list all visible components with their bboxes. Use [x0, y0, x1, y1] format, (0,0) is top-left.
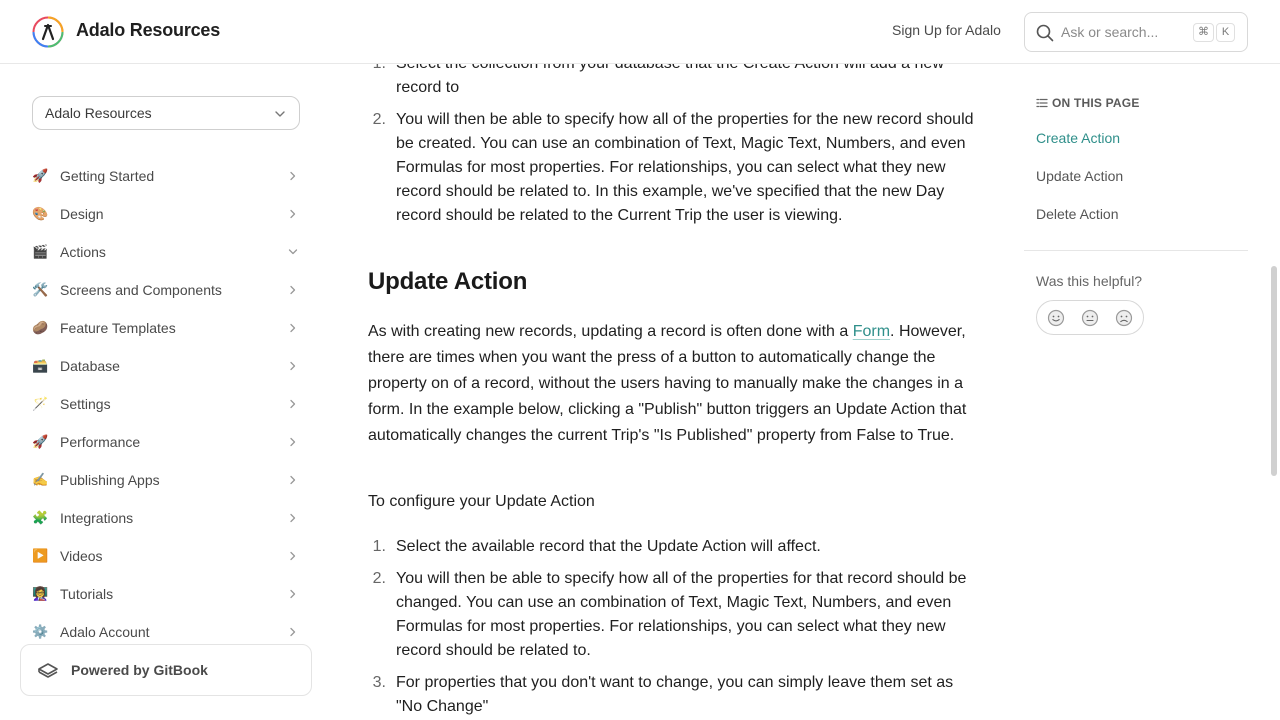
sidebar-item-screens-and-components[interactable] [32, 272, 300, 310]
list-item [368, 108, 978, 228]
sidebar-item-label: Database [60, 358, 120, 374]
page-scrollbar-thumb[interactable] [1271, 266, 1277, 476]
gitbook-logo-icon [37, 661, 59, 681]
powered-by-gitbook-button[interactable] [20, 644, 312, 696]
sidebar-item-design[interactable] [32, 196, 300, 234]
sidebar-item-tutorials[interactable] [32, 576, 300, 614]
search-input[interactable] [1024, 12, 1248, 52]
sad-face-icon[interactable] [1115, 309, 1133, 327]
toc-heading-label: ON THIS PAGE [1052, 96, 1140, 110]
sidebar-item-settings[interactable] [32, 386, 300, 424]
form-link[interactable]: Form [852, 323, 891, 340]
sidebar-item-performance[interactable] [32, 424, 300, 462]
sidebar-nav [32, 158, 300, 652]
powered-by-label: Powered by GitBook [71, 662, 208, 678]
chevron-right-icon [287, 322, 299, 334]
sidebar-item-label: Videos [60, 548, 103, 564]
search-placeholder: Ask or search... [1061, 24, 1159, 40]
chevron-right-icon [287, 436, 299, 448]
sidebar-item-getting-started[interactable] [32, 158, 300, 196]
list-item-number: 3. [372, 674, 386, 691]
list-item-number: 1. [372, 538, 386, 555]
create-action-steps [368, 52, 978, 236]
shortcut-cmd-key: ⌘ [1193, 23, 1214, 42]
list-item-text: For properties that you don't want to change, you can simply leave them set as "No Change" [396, 674, 954, 715]
list-item [368, 671, 978, 719]
sidebar-item-label: Performance [60, 434, 141, 450]
card-file-box-icon: 🗃️ [32, 358, 49, 373]
list-item-text: You will then be able to specify how all of the properties for the new record should be created. You can use an combination of Text, Magic Text, Numbers, and even Formulas for most properties. For relationships, you can select what they new record should be related to. In this example, we've specified that the new Day record should be related to the Current Trip the user is viewing. [396, 111, 974, 224]
chevron-right-icon [287, 626, 299, 638]
update-action-steps [368, 535, 978, 720]
toc-item-update-action[interactable]: Update Action [1036, 168, 1124, 184]
rocket-icon: 🚀 [32, 168, 49, 183]
sidebar-item-feature-templates[interactable] [32, 310, 300, 348]
sidebar-item-label: Getting Started [60, 168, 155, 184]
gear-icon: ⚙️ [32, 624, 49, 639]
magic-wand-icon: 🪄 [32, 396, 49, 411]
list-icon [1036, 97, 1048, 109]
clapperboard-icon: 🎬 [32, 244, 49, 259]
writing-hand-icon: ✍️ [32, 472, 49, 487]
chevron-right-icon [287, 588, 299, 600]
neutral-face-icon[interactable] [1081, 309, 1099, 327]
top-header [0, 0, 1280, 64]
list-item-text: You will then be able to specify how all of the properties for that record should be changed. You can use an combination of Text, Magic Text, Numbers, and even Formulas for most properties. For relationships, you can select what they new record should be related to. [396, 570, 967, 659]
chevron-down-icon [273, 107, 287, 121]
chevron-down-icon [287, 246, 299, 258]
rocket-icon: 🚀 [32, 434, 49, 449]
sidebar-item-database[interactable] [32, 348, 300, 386]
list-item-text: record to [396, 79, 460, 96]
space-selector[interactable] [32, 96, 300, 130]
list-item-number: 2. [372, 111, 386, 128]
chevron-right-icon [287, 550, 299, 562]
sidebar-item-label: Settings [60, 396, 111, 412]
sidebar-item-actions[interactable] [32, 234, 300, 272]
toc-item-create-action[interactable]: Create Action [1036, 130, 1121, 146]
search-icon [1035, 23, 1055, 43]
list-item-text: Select the available record that the Update Action will affect. [396, 538, 821, 555]
chevron-right-icon [287, 512, 299, 524]
happy-face-icon[interactable] [1047, 309, 1065, 327]
sidebar-item-integrations[interactable] [32, 500, 300, 538]
sidebar-item-label: Tutorials [60, 586, 114, 602]
chevron-right-icon [287, 170, 299, 182]
chevron-right-icon [287, 398, 299, 410]
adalo-logo-icon[interactable] [32, 16, 64, 48]
update-action-intro [368, 319, 978, 449]
chevron-right-icon [287, 474, 299, 486]
play-button-icon: ▶️ [32, 548, 49, 563]
shortcut-k-key: K [1216, 23, 1235, 42]
sidebar-item-label: Actions [60, 244, 106, 260]
chevron-right-icon [287, 360, 299, 372]
tools-icon: 🛠️ [32, 282, 49, 297]
sidebar-item-label: Integrations [60, 510, 134, 526]
helpful-question: Was this helpful? [1036, 273, 1143, 289]
sidebar-item-videos[interactable] [32, 538, 300, 576]
palette-icon: 🎨 [32, 206, 49, 221]
sidebar-item-label: Feature Templates [60, 320, 176, 336]
intro-text-before-link: As with creating new records, updating a record is often done with a [368, 323, 853, 340]
chevron-right-icon [287, 284, 299, 296]
sidebar-item-label: Publishing Apps [60, 472, 160, 488]
list-item-number: 2. [372, 570, 386, 587]
potato-icon: 🥔 [32, 320, 49, 335]
toc-item-delete-action[interactable]: Delete Action [1036, 206, 1119, 222]
list-item [368, 535, 978, 559]
feedback-rating [1036, 300, 1144, 335]
list-item [368, 567, 978, 663]
configure-update-label: To configure your Update Action [368, 493, 595, 510]
sidebar-item-label: Adalo Account [60, 624, 150, 640]
space-selector-label: Adalo Resources [45, 105, 152, 121]
puzzle-piece-icon: 🧩 [32, 510, 49, 525]
teacher-icon: 👩‍🏫 [32, 586, 49, 601]
sidebar-item-publishing-apps[interactable] [32, 462, 300, 500]
signup-link[interactable]: Sign Up for Adalo [892, 22, 1001, 38]
sidebar-item-label: Design [60, 206, 104, 222]
site-title[interactable]: Adalo Resources [76, 20, 221, 40]
intro-text-after-link: . However, there are times when you want the press of a button to automatically change the property on of a record, without the users having to manually make the changes in a form. In the example below, clicking a "Publish" button triggers an Update Action that automatically changes the current Trip's "Is Published" property from False to True. [368, 323, 967, 444]
rail-divider [1024, 250, 1248, 251]
chevron-right-icon [287, 208, 299, 220]
sidebar-item-label: Screens and Components [60, 282, 222, 298]
section-heading-update-action: Update Action [368, 268, 528, 295]
